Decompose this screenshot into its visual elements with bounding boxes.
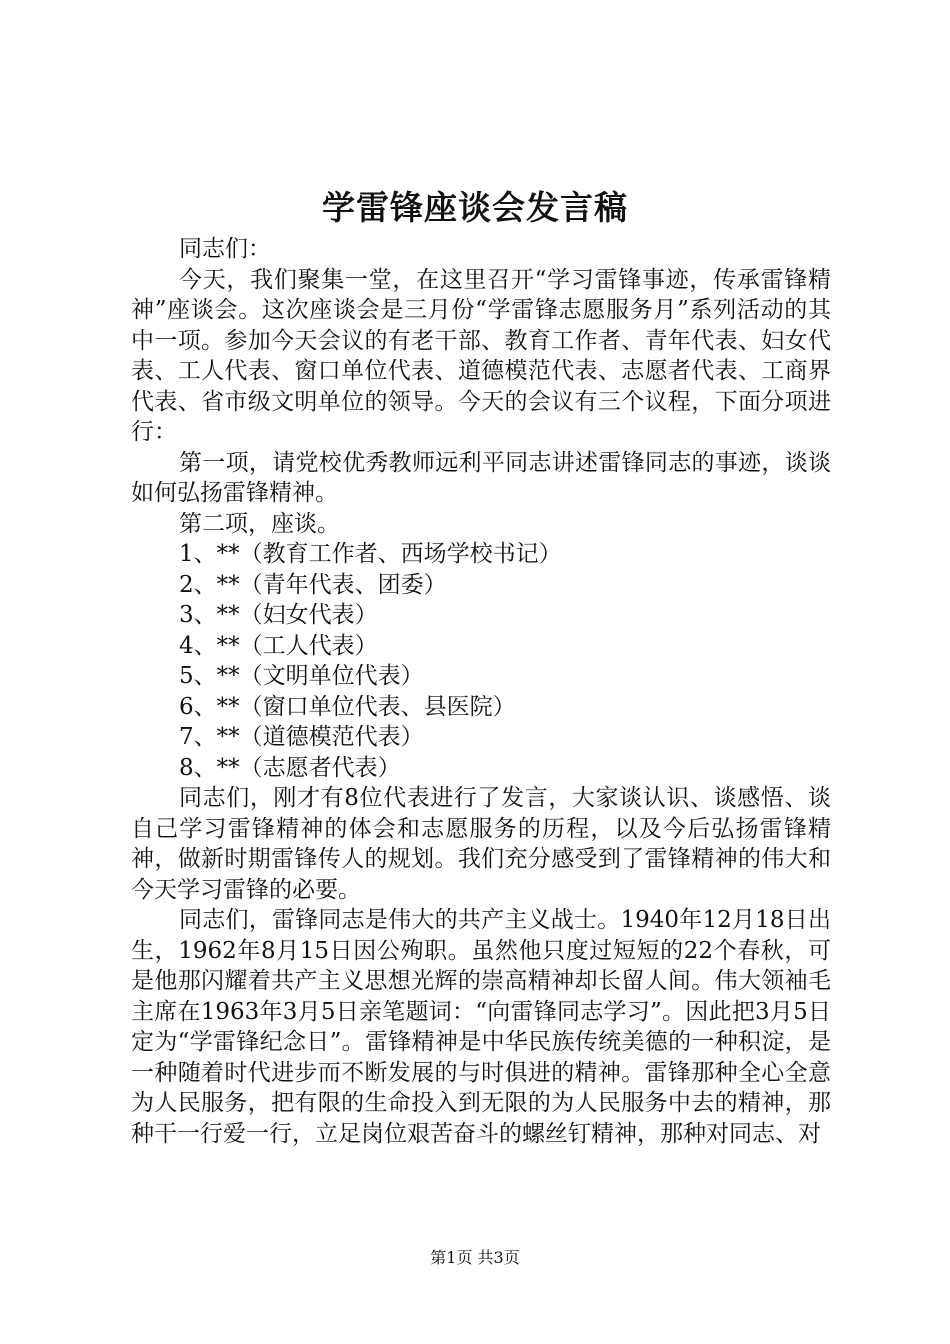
speaker-list-item: 1、**（教育工作者、西场学校书记） bbox=[179, 541, 562, 567]
paragraph-item-one: 第一项，请党校优秀教师远利平同志讲述雷锋同志的事迹，谈谈如何弘扬雷锋精神。 bbox=[131, 449, 831, 506]
page-footer: 第1页 共3页 bbox=[430, 1248, 520, 1267]
speaker-list-item: 5、**（文明单位代表） bbox=[179, 663, 424, 689]
speaker-list-item: 7、**（道德模范代表） bbox=[179, 724, 424, 750]
paragraph-intro: 今天，我们聚集一堂，在这里召开“学习雷锋事迹，传承雷锋精神”座谈会。这次座谈会是三月份“学雷锋志愿服务月”系列活动的其中一项。参加今天会议的有老干部、教育工作者、青年代表、妇女代表、工人代表、窗口单位代表、道德模范代表、志愿者代表、工商界代表、省市级文明单位的领导。今天的会议有三个议程，下面分项进行： bbox=[131, 266, 831, 445]
page-title: 学雷锋座谈会发言稿 bbox=[322, 188, 628, 227]
document-body bbox=[131, 234, 831, 1149]
speaker-list-item: 4、**（工人代表） bbox=[179, 632, 378, 659]
salutation: 同志们： bbox=[179, 236, 271, 262]
paragraph-lei-feng: 同志们，雷锋同志是伟大的共产主义战士。1940年12月18日出生，1962年8月15日因公殉职。虽然他只度过短短的22个春秋，可是他那闪耀着共产主义思想光辉的崇高精神却长留人间。伟大领袖毛主席在1963年3月5日亲笔题词：“向雷锋同志学习”。因此把3月5日定为“学雷锋纪念日”。雷锋精神是中华民族传统美德的一种积淀，是一种随着时代进步而不断发展的与时俱进的精神。雷锋那种全心全意为人民服务，把有限的生命投入到无限的为人民服务中去的精神，那种干一行爱一行，立足岗位艰苦奋斗的螺丝钉精神，那种对同志、对 bbox=[131, 907, 831, 1147]
speaker-list-item: 3、**（妇女代表） bbox=[179, 602, 378, 628]
paragraph-summary: 同志们，刚才有8位代表进行了发言，大家谈认识、谈感悟、谈自己学习雷锋精神的体会和志愿服务的历程，以及今后弘扬雷锋精神，做新时期雷锋传人的规划。我们充分感受到了雷锋精神的伟大和今天学习雷锋的必要。 bbox=[131, 785, 831, 903]
speaker-list-item: 2、**（青年代表、团委） bbox=[179, 571, 447, 598]
paragraph-item-two: 第二项，座谈。 bbox=[179, 510, 340, 537]
speaker-list-item: 6、**（窗口单位代表、县医院） bbox=[179, 693, 516, 720]
speaker-list-item: 8、**（志愿者代表） bbox=[179, 754, 401, 781]
